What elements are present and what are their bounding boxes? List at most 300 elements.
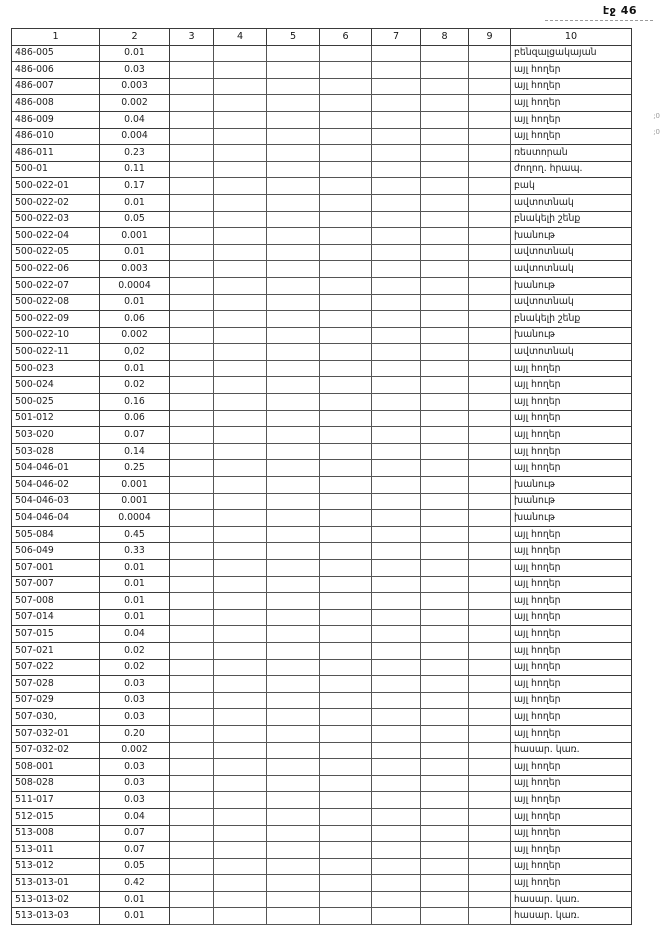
value-cell: 0.01	[100, 294, 170, 311]
empty-cell	[320, 178, 372, 195]
empty-cell	[469, 526, 511, 543]
empty-cell	[421, 808, 469, 825]
empty-cell	[267, 410, 320, 427]
desc-cell: այլ հողեր	[511, 609, 632, 626]
empty-cell	[214, 78, 267, 95]
table-row	[12, 775, 632, 792]
empty-cell	[214, 593, 267, 610]
table-row	[12, 294, 632, 311]
empty-cell	[469, 327, 511, 344]
code-cell: 504-046-04	[12, 510, 100, 527]
empty-cell	[372, 477, 421, 494]
empty-cell	[372, 111, 421, 128]
code-cell: 507-022	[12, 659, 100, 676]
empty-cell	[469, 410, 511, 427]
code-cell: 503-020	[12, 427, 100, 444]
empty-cell	[267, 792, 320, 809]
value-cell: 0.42	[100, 875, 170, 892]
desc-cell: այլ հողեր	[511, 410, 632, 427]
empty-cell	[170, 759, 214, 776]
empty-cell	[372, 609, 421, 626]
desc-cell: այլ հողեր	[511, 78, 632, 95]
empty-cell	[214, 294, 267, 311]
empty-cell	[214, 244, 267, 261]
empty-cell	[267, 78, 320, 95]
empty-cell	[170, 808, 214, 825]
value-cell: 0.03	[100, 62, 170, 79]
empty-cell	[469, 792, 511, 809]
value-cell: 0.002	[100, 327, 170, 344]
value-cell: 0.01	[100, 560, 170, 577]
empty-cell	[267, 858, 320, 875]
desc-cell: այլ հողեր	[511, 576, 632, 593]
empty-cell	[267, 842, 320, 859]
empty-cell	[267, 344, 320, 361]
empty-cell	[469, 858, 511, 875]
empty-cell	[320, 560, 372, 577]
empty-cell	[214, 709, 267, 726]
empty-cell	[214, 45, 267, 62]
empty-cell	[372, 443, 421, 460]
empty-cell	[372, 593, 421, 610]
desc-cell: հասար. կառ.	[511, 908, 632, 925]
table-row	[12, 161, 632, 178]
empty-cell	[267, 510, 320, 527]
empty-cell	[267, 294, 320, 311]
code-cell: 500-022-08	[12, 294, 100, 311]
empty-cell	[267, 609, 320, 626]
empty-cell	[267, 477, 320, 494]
table-row	[12, 360, 632, 377]
empty-cell	[421, 62, 469, 79]
empty-cell	[372, 659, 421, 676]
empty-cell	[214, 775, 267, 792]
empty-cell	[320, 244, 372, 261]
empty-cell	[372, 62, 421, 79]
empty-cell	[320, 410, 372, 427]
desc-cell: այլ հողեր	[511, 825, 632, 842]
empty-cell	[320, 277, 372, 294]
value-cell: 0.01	[100, 593, 170, 610]
desc-cell: խանութ	[511, 510, 632, 527]
empty-cell	[320, 161, 372, 178]
column-header: 4	[214, 29, 267, 46]
empty-cell	[214, 228, 267, 245]
value-cell: 0.004	[100, 128, 170, 145]
empty-cell	[372, 493, 421, 510]
empty-cell	[320, 825, 372, 842]
empty-cell	[421, 327, 469, 344]
empty-cell	[469, 560, 511, 577]
table-row	[12, 95, 632, 112]
value-cell: 0.01	[100, 891, 170, 908]
empty-cell	[421, 709, 469, 726]
empty-cell	[320, 775, 372, 792]
table-row	[12, 460, 632, 477]
empty-cell	[170, 709, 214, 726]
empty-cell	[214, 62, 267, 79]
table-row	[12, 875, 632, 892]
empty-cell	[320, 460, 372, 477]
table-row	[12, 45, 632, 62]
value-cell: 0.03	[100, 792, 170, 809]
desc-cell: այլ հողեր	[511, 443, 632, 460]
empty-cell	[170, 908, 214, 925]
code-cell: 500-022-05	[12, 244, 100, 261]
empty-cell	[469, 493, 511, 510]
empty-cell	[372, 360, 421, 377]
empty-cell	[267, 676, 320, 693]
column-header: 7	[372, 29, 421, 46]
empty-cell	[421, 659, 469, 676]
empty-cell	[214, 344, 267, 361]
empty-cell	[372, 626, 421, 643]
empty-cell	[267, 626, 320, 643]
empty-cell	[214, 194, 267, 211]
empty-cell	[320, 875, 372, 892]
desc-cell: բնակելի շենք	[511, 311, 632, 328]
code-cell: 508-028	[12, 775, 100, 792]
empty-cell	[214, 493, 267, 510]
value-cell: 0.04	[100, 808, 170, 825]
code-cell: 486-010	[12, 128, 100, 145]
table-row	[12, 394, 632, 411]
empty-cell	[267, 493, 320, 510]
empty-cell	[170, 360, 214, 377]
table-row	[12, 145, 632, 162]
empty-cell	[267, 360, 320, 377]
table-row	[12, 78, 632, 95]
column-header: 9	[469, 29, 511, 46]
empty-cell	[170, 609, 214, 626]
empty-cell	[170, 377, 214, 394]
value-cell: 0.03	[100, 692, 170, 709]
empty-cell	[267, 775, 320, 792]
empty-cell	[469, 477, 511, 494]
empty-cell	[469, 211, 511, 228]
value-cell: 0.001	[100, 228, 170, 245]
desc-cell: խանութ	[511, 327, 632, 344]
empty-cell	[421, 360, 469, 377]
empty-cell	[170, 161, 214, 178]
empty-cell	[469, 377, 511, 394]
empty-cell	[267, 161, 320, 178]
empty-cell	[372, 543, 421, 560]
empty-cell	[421, 95, 469, 112]
empty-cell	[320, 626, 372, 643]
desc-cell: այլ հողեր	[511, 460, 632, 477]
empty-cell	[320, 759, 372, 776]
empty-cell	[170, 510, 214, 527]
empty-cell	[170, 775, 214, 792]
empty-cell	[372, 344, 421, 361]
desc-cell: այլ հողեր	[511, 543, 632, 560]
empty-cell	[170, 394, 214, 411]
empty-cell	[421, 194, 469, 211]
desc-cell: այլ հողեր	[511, 427, 632, 444]
code-cell: 507-007	[12, 576, 100, 593]
empty-cell	[267, 759, 320, 776]
desc-cell: խանութ	[511, 277, 632, 294]
empty-cell	[469, 842, 511, 859]
table-row	[12, 725, 632, 742]
code-cell: 513-008	[12, 825, 100, 842]
empty-cell	[372, 560, 421, 577]
empty-cell	[320, 676, 372, 693]
empty-cell	[421, 842, 469, 859]
empty-cell	[469, 593, 511, 610]
empty-cell	[214, 477, 267, 494]
column-header: 2	[100, 29, 170, 46]
empty-cell	[469, 244, 511, 261]
empty-cell	[372, 792, 421, 809]
table-row	[12, 759, 632, 776]
empty-cell	[320, 609, 372, 626]
empty-cell	[421, 78, 469, 95]
empty-cell	[267, 261, 320, 278]
empty-cell	[421, 875, 469, 892]
empty-cell	[372, 825, 421, 842]
value-cell: 0.05	[100, 858, 170, 875]
empty-cell	[469, 78, 511, 95]
desc-cell: այլ հողեր	[511, 526, 632, 543]
desc-cell: ժողող. հրապ.	[511, 161, 632, 178]
value-cell: 0,02	[100, 344, 170, 361]
value-cell: 0.23	[100, 145, 170, 162]
empty-cell	[320, 792, 372, 809]
empty-cell	[469, 676, 511, 693]
empty-cell	[214, 510, 267, 527]
empty-cell	[267, 642, 320, 659]
table-row	[12, 111, 632, 128]
empty-cell	[469, 908, 511, 925]
empty-cell	[170, 676, 214, 693]
column-header: 3	[170, 29, 214, 46]
value-cell: 0.03	[100, 709, 170, 726]
empty-cell	[267, 394, 320, 411]
empty-cell	[214, 178, 267, 195]
empty-cell	[267, 128, 320, 145]
value-cell: 0.01	[100, 360, 170, 377]
empty-cell	[469, 344, 511, 361]
empty-cell	[372, 145, 421, 162]
code-cell: 500-01	[12, 161, 100, 178]
empty-cell	[320, 78, 372, 95]
header-row	[12, 29, 632, 46]
empty-cell	[372, 692, 421, 709]
empty-cell	[214, 261, 267, 278]
code-cell: 507-001	[12, 560, 100, 577]
empty-cell	[170, 261, 214, 278]
table-row	[12, 692, 632, 709]
page-number-label: էջ 46	[602, 4, 637, 17]
value-cell: 0.17	[100, 178, 170, 195]
empty-cell	[170, 725, 214, 742]
empty-cell	[469, 875, 511, 892]
empty-cell	[372, 394, 421, 411]
empty-cell	[469, 825, 511, 842]
desc-cell: այլ հողեր	[511, 842, 632, 859]
empty-cell	[170, 842, 214, 859]
empty-cell	[421, 377, 469, 394]
empty-cell	[372, 194, 421, 211]
empty-cell	[214, 111, 267, 128]
value-cell: 0.01	[100, 45, 170, 62]
code-cell: 505-084	[12, 526, 100, 543]
empty-cell	[267, 443, 320, 460]
empty-cell	[170, 277, 214, 294]
empty-cell	[421, 742, 469, 759]
empty-cell	[267, 311, 320, 328]
empty-cell	[320, 294, 372, 311]
empty-cell	[421, 510, 469, 527]
empty-cell	[267, 526, 320, 543]
code-cell: 511-017	[12, 792, 100, 809]
code-cell: 507-030,	[12, 709, 100, 726]
code-cell: 501-012	[12, 410, 100, 427]
column-header: 10	[511, 29, 632, 46]
table-row	[12, 178, 632, 195]
desc-cell: այլ հողեր	[511, 95, 632, 112]
empty-cell	[421, 443, 469, 460]
empty-cell	[372, 908, 421, 925]
desc-cell: այլ հողեր	[511, 759, 632, 776]
value-cell: 0.02	[100, 659, 170, 676]
table-row	[12, 443, 632, 460]
empty-cell	[320, 543, 372, 560]
value-cell: 0.03	[100, 759, 170, 776]
empty-cell	[372, 410, 421, 427]
empty-cell	[214, 875, 267, 892]
empty-cell	[469, 626, 511, 643]
empty-cell	[469, 609, 511, 626]
empty-cell	[267, 327, 320, 344]
empty-cell	[421, 161, 469, 178]
empty-cell	[267, 427, 320, 444]
empty-cell	[469, 775, 511, 792]
value-cell: 0.0004	[100, 277, 170, 294]
empty-cell	[214, 908, 267, 925]
empty-cell	[214, 676, 267, 693]
empty-cell	[469, 128, 511, 145]
value-cell: 0.01	[100, 908, 170, 925]
desc-cell: այլ հողեր	[511, 360, 632, 377]
empty-cell	[421, 825, 469, 842]
table-row	[12, 808, 632, 825]
empty-cell	[320, 908, 372, 925]
table-row	[12, 526, 632, 543]
code-cell: 504-046-01	[12, 460, 100, 477]
empty-cell	[320, 228, 372, 245]
table-row	[12, 742, 632, 759]
empty-cell	[267, 244, 320, 261]
empty-cell	[320, 62, 372, 79]
empty-cell	[372, 178, 421, 195]
table-row	[12, 908, 632, 925]
code-cell: 513-013-03	[12, 908, 100, 925]
code-cell: 500-024	[12, 377, 100, 394]
empty-cell	[469, 161, 511, 178]
empty-cell	[214, 161, 267, 178]
table-row	[12, 842, 632, 859]
empty-cell	[421, 228, 469, 245]
desc-cell: այլ հողեր	[511, 808, 632, 825]
value-cell: 0.01	[100, 576, 170, 593]
empty-cell	[214, 560, 267, 577]
empty-cell	[421, 891, 469, 908]
empty-cell	[320, 443, 372, 460]
empty-cell	[214, 792, 267, 809]
code-cell: 507-015	[12, 626, 100, 643]
desc-cell: ռեստորան	[511, 145, 632, 162]
empty-cell	[214, 311, 267, 328]
empty-cell	[372, 228, 421, 245]
empty-cell	[267, 659, 320, 676]
desc-cell: այլ հողեր	[511, 560, 632, 577]
empty-cell	[421, 211, 469, 228]
empty-cell	[320, 808, 372, 825]
empty-cell	[267, 875, 320, 892]
empty-cell	[469, 709, 511, 726]
desc-cell: այլ հողեր	[511, 593, 632, 610]
empty-cell	[421, 277, 469, 294]
empty-cell	[320, 45, 372, 62]
table-row	[12, 244, 632, 261]
empty-cell	[469, 360, 511, 377]
desc-cell: այլ հողեր	[511, 659, 632, 676]
column-header: 1	[12, 29, 100, 46]
empty-cell	[170, 111, 214, 128]
desc-cell: այլ հողեր	[511, 676, 632, 693]
desc-cell: ավտոտնակ	[511, 194, 632, 211]
empty-cell	[170, 194, 214, 211]
empty-cell	[320, 394, 372, 411]
empty-cell	[214, 95, 267, 112]
empty-cell	[320, 659, 372, 676]
empty-cell	[372, 327, 421, 344]
empty-cell	[320, 344, 372, 361]
code-cell: 503-028	[12, 443, 100, 460]
code-cell: 500-022-07	[12, 277, 100, 294]
empty-cell	[372, 676, 421, 693]
desc-cell: բենզալցակայան	[511, 45, 632, 62]
empty-cell	[469, 510, 511, 527]
empty-cell	[421, 560, 469, 577]
empty-cell	[320, 261, 372, 278]
empty-cell	[214, 327, 267, 344]
empty-cell	[170, 891, 214, 908]
empty-cell	[421, 344, 469, 361]
empty-cell	[214, 891, 267, 908]
empty-cell	[214, 526, 267, 543]
code-cell: 512-015	[12, 808, 100, 825]
empty-cell	[170, 875, 214, 892]
value-cell: 0.06	[100, 410, 170, 427]
value-cell: 0.002	[100, 95, 170, 112]
code-cell: 513-013-01	[12, 875, 100, 892]
value-cell: 0.04	[100, 626, 170, 643]
empty-cell	[320, 891, 372, 908]
empty-cell	[421, 759, 469, 776]
empty-cell	[214, 277, 267, 294]
empty-cell	[421, 460, 469, 477]
margin-scan-mark: ;0	[653, 128, 660, 136]
empty-cell	[421, 692, 469, 709]
desc-cell: այլ հողեր	[511, 377, 632, 394]
desc-cell: ավտոտնակ	[511, 344, 632, 361]
code-cell: 507-021	[12, 642, 100, 659]
code-cell: 504-046-02	[12, 477, 100, 494]
